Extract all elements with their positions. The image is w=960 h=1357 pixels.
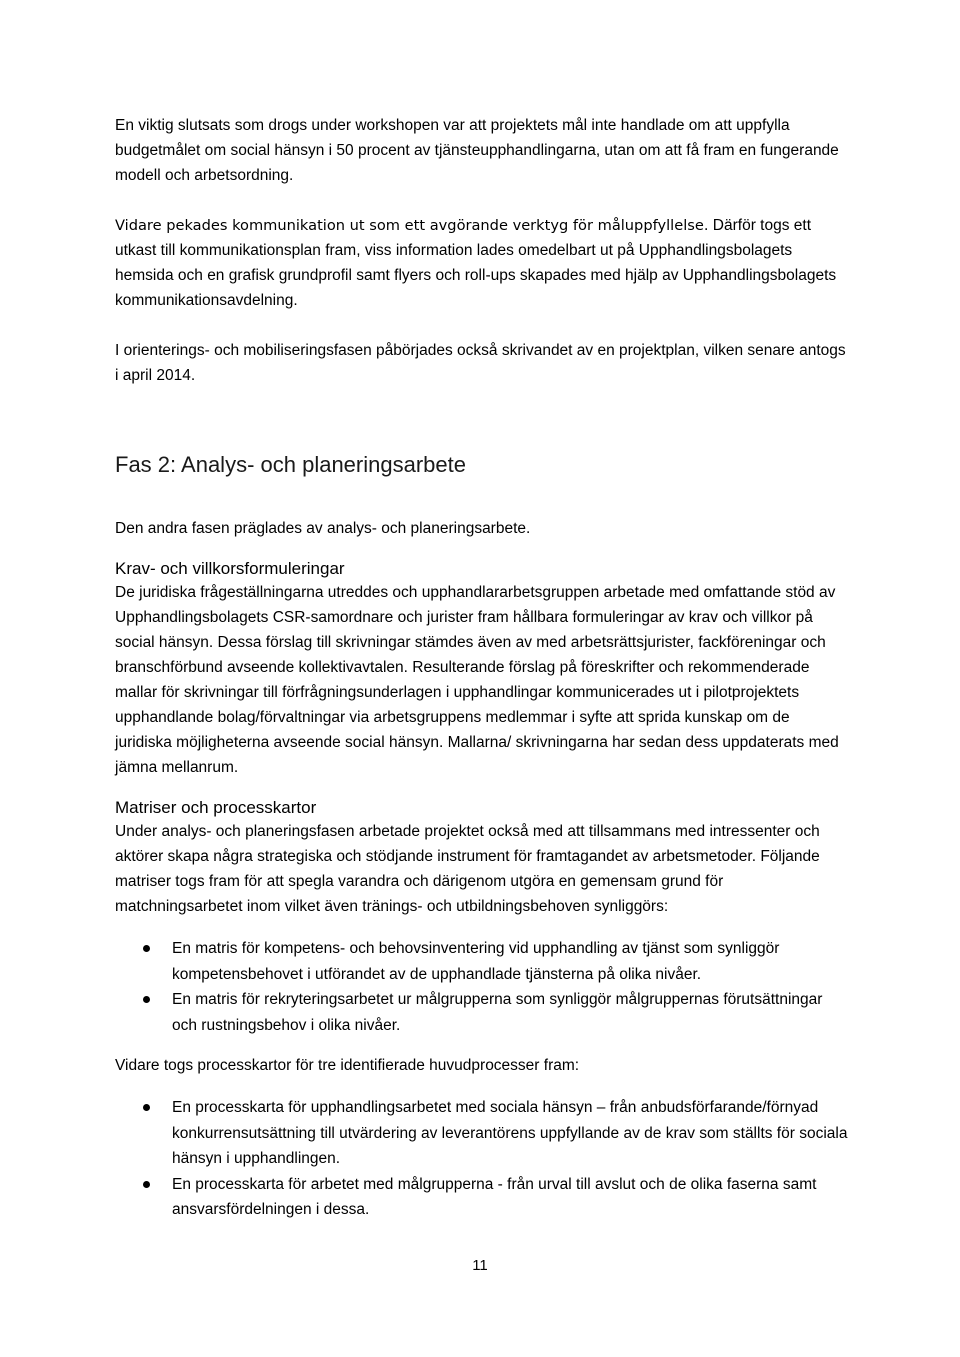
matrix-list xyxy=(115,936,850,1038)
section-heading-phase2: Fas 2: Analys- och planeringsarbete xyxy=(115,452,466,477)
bullet-icon xyxy=(143,996,150,1003)
paragraph-communication-lead: Vidare pekades kommunikation ut som ett avgörande verktyg för måluppfyllelse. xyxy=(115,217,709,234)
subheading-matriser: Matriser och processkartor xyxy=(115,798,317,817)
spacer xyxy=(115,919,850,936)
list-item xyxy=(115,936,850,987)
list-item xyxy=(115,1172,850,1223)
process-list xyxy=(115,1095,850,1223)
bullet-icon xyxy=(143,1181,150,1188)
list-item xyxy=(115,987,850,1038)
paragraph-matriser: Under analys- och planeringsfasen arbetade projektet också med att tillsammans med intressenter och aktörer skapa några strategiska och stödjande instrument för framtagandet av arbetsmetoder. Följande matriser togs fram för att spegla varandra och därigenom utgöra en gemensam grund för matchningsarbetet inom vilket även tränings- och utbildningsbehoven synliggörs: xyxy=(115,823,820,915)
list-item-text: En matris för rekryteringsarbetet ur målgrupperna som synliggör målgruppernas förutsättningar och rustningsbehov i olika nivåer. xyxy=(172,991,823,1034)
spacer xyxy=(115,478,850,516)
paragraph-communication xyxy=(115,213,850,313)
page-number: 11 xyxy=(472,1257,488,1274)
paragraph-workshop-conclusion: En viktig slutsats som drogs under workshopen var att projektets mål inte handlade om att uppfylla budgetmålet om social hänsyn i 50 procent av tjänsteupphandlingarna, utan om att få fram en fungerande modell och arbetsordning. xyxy=(115,117,839,184)
spacer xyxy=(115,1038,850,1053)
subheading-krav: Krav- och villkorsformuleringar xyxy=(115,559,345,578)
paragraph-krav: De juridiska frågeställningarna utreddes och upphandlararbetsgruppen arbetade med omfattande stöd av Upphandlingsbolagets CSR-samordnare och jurister fram hållbara formuleringar av krav och villkor på social hänsyn. Dessa förslag till skrivningar stämdes även av med arbetsrättsjurister, fackföreningar och branschförbund avseende kollektivavtalen. Resulterande förslag på föreskrifter och rekommenderade mallar för skrivningar till förfrågningsunderlagen i upphandlingar kommunicerades ut i pilotprojektets upphandlande bolag/förvaltningar via arbetsgruppens medlemmar i syfte att sprida kunskap om de juridiska möjligheterna avseende social hänsyn. Mallarna/ skrivningarna har sedan dess uppdaterats med jämna mellanrum. xyxy=(115,584,839,776)
paragraph-communication-rest: Därför togs ett utkast till kommunikationsplan fram, viss information lades omedelbart ut på Upphandlingsbolagets hemsida och en grafisk grundprofil samt flyers och roll-ups skapades med hjälp av Upphandlingsbolagets kommunikationsavdelning. xyxy=(115,217,837,309)
list-item-text: En processkarta för arbetet med målgrupperna - från urval till avslut och de olika faserna samt ansvarsfördelningen i dessa. xyxy=(172,1175,817,1218)
list-item-text: En processkarta för upphandlingsarbetet med sociala hänsyn – från anbudsförfarande/förnyad konkurrensutsättning till utvärdering av leverantörens uppfyllande av de krav som ställts för sociala hänsyn i upphandlingen. xyxy=(172,1099,848,1167)
paragraph-phase2-intro: Den andra fasen präglades av analys- och planeringsarbete. xyxy=(115,520,531,537)
spacer xyxy=(115,188,850,213)
list-item-text: En matris för kompetens- och behovsinventering vid upphandling av tjänst som synliggör kompetensbehovet i utförandet av de upphandlade tjänsterna på olika nivåer. xyxy=(172,940,780,983)
paragraph-process-intro: Vidare togs processkartor för tre identifierade huvudprocesser fram: xyxy=(115,1057,580,1074)
bullet-icon xyxy=(143,1104,150,1111)
spacer xyxy=(115,541,850,558)
bullet-icon xyxy=(143,945,150,952)
paragraph-project-plan: I orienterings- och mobiliseringsfasen påbörjades också skrivandet av en projektplan, vilken senare antogs i april 2014. xyxy=(115,342,846,384)
document-page xyxy=(115,113,850,1223)
spacer xyxy=(115,780,850,797)
spacer xyxy=(115,1078,850,1095)
spacer xyxy=(115,388,850,452)
list-item xyxy=(115,1095,850,1172)
spacer xyxy=(115,313,850,338)
